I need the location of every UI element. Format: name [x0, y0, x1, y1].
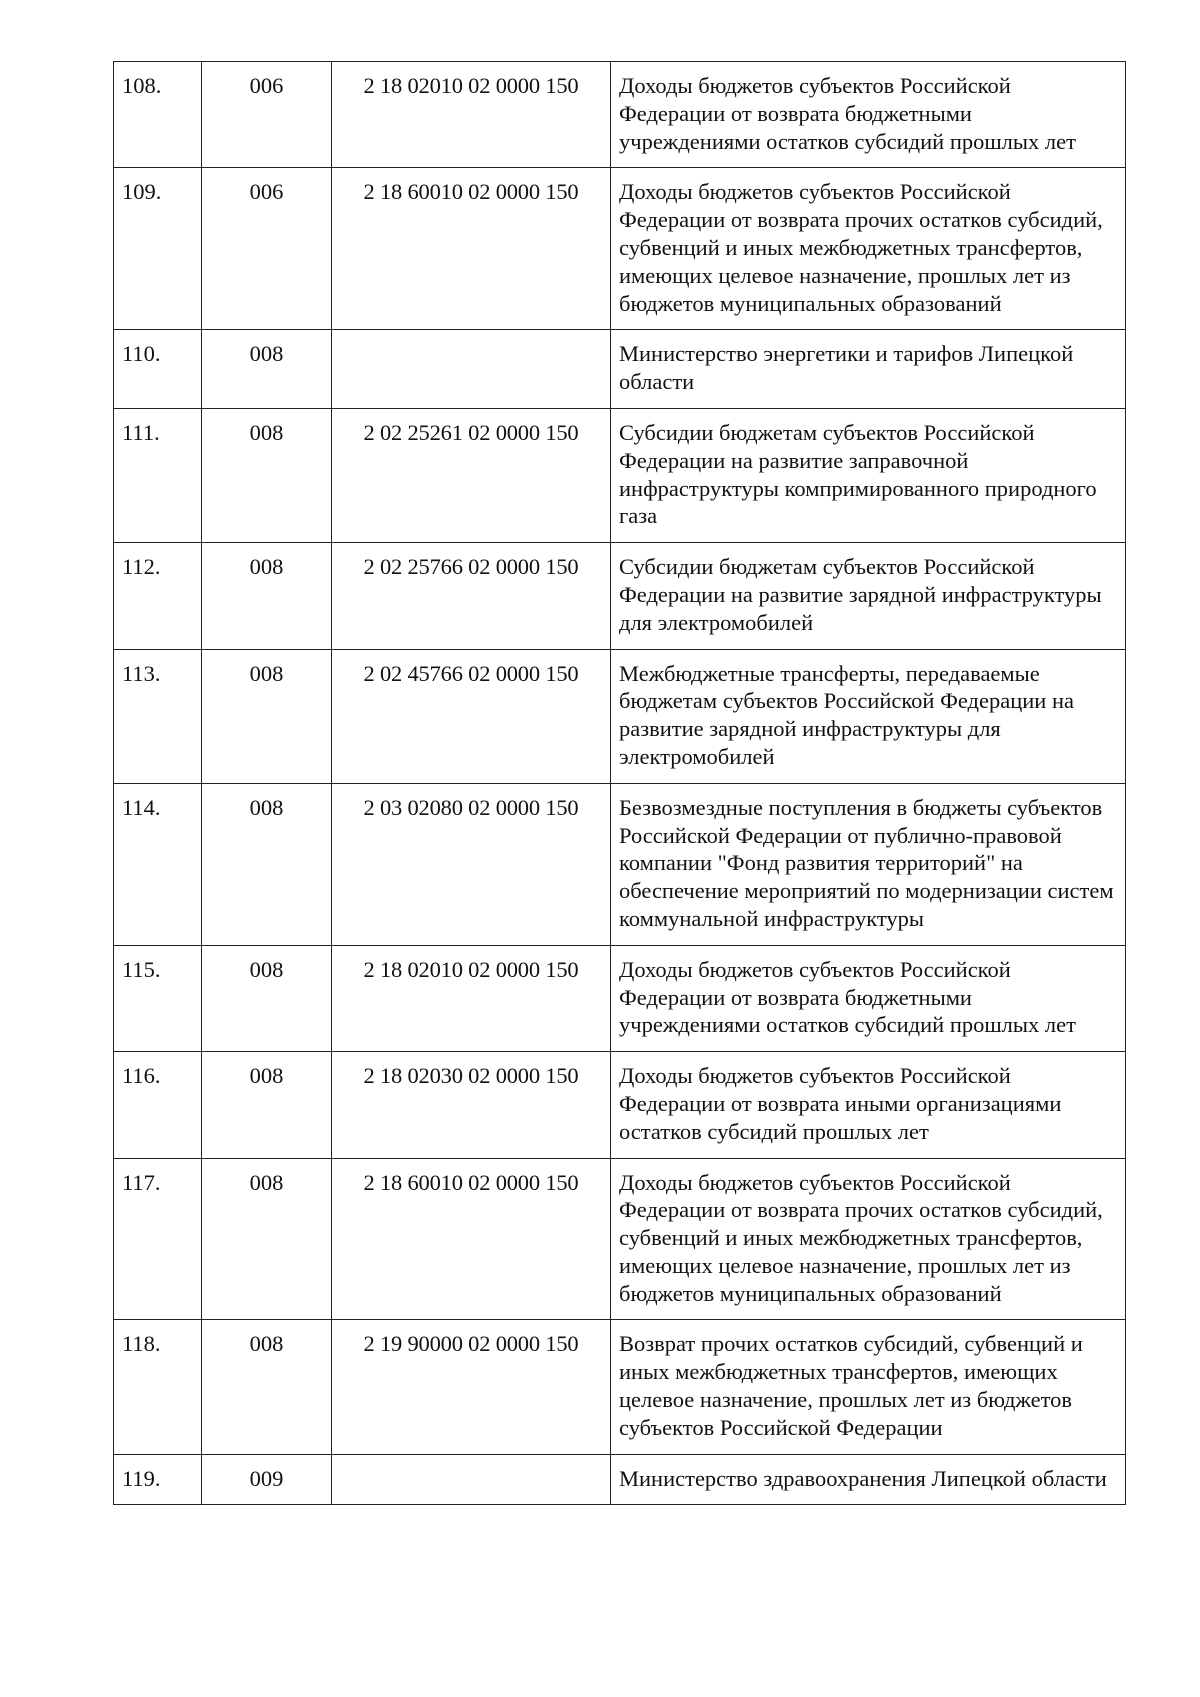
table-row	[114, 168, 1126, 330]
table-row	[114, 330, 1126, 409]
budget-classification-code: 2 18 60010 02 0000 150	[332, 1158, 611, 1320]
budget-classification-code: 2 02 25766 02 0000 150	[332, 543, 611, 649]
table-row	[114, 649, 1126, 783]
table-row	[114, 1052, 1126, 1158]
budget-classification-code: 2 02 25261 02 0000 150	[332, 408, 611, 542]
revenue-description: Доходы бюджетов субъектов Российской Федерации от возврата бюджетными учреждениями остатков субсидий прошлых лет	[611, 945, 1126, 1051]
row-number: 108.	[114, 62, 202, 168]
budget-classification-code: 2 18 02010 02 0000 150	[332, 945, 611, 1051]
budget-classification-code	[332, 330, 611, 409]
revenue-description: Субсидии бюджетам субъектов Российской Федерации на развитие зарядной инфраструктуры для электромобилей	[611, 543, 1126, 649]
row-number: 119.	[114, 1454, 202, 1505]
row-number: 111.	[114, 408, 202, 542]
table-row	[114, 1320, 1126, 1454]
administrator-code: 006	[202, 62, 332, 168]
table-row	[114, 1454, 1126, 1505]
administrator-code: 008	[202, 649, 332, 783]
administrator-code: 008	[202, 783, 332, 945]
budget-classification-code: 2 18 02030 02 0000 150	[332, 1052, 611, 1158]
table-row	[114, 62, 1126, 168]
administrator-code: 009	[202, 1454, 332, 1505]
table-row	[114, 783, 1126, 945]
table-row	[114, 543, 1126, 649]
row-number: 116.	[114, 1052, 202, 1158]
table-row	[114, 1158, 1126, 1320]
revenue-description: Доходы бюджетов субъектов Российской Федерации от возврата прочих остатков субсидий, субвенций и иных межбюджетных трансфертов, имеющих целевое назначение, прошлых лет из бюджетов муниципальных образований	[611, 1158, 1126, 1320]
row-number: 109.	[114, 168, 202, 330]
table-row	[114, 408, 1126, 542]
revenue-description: Возврат прочих остатков субсидий, субвенций и иных межбюджетных трансфертов, имеющих целевое назначение, прошлых лет из бюджетов субъектов Российской Федерации	[611, 1320, 1126, 1454]
administrator-code: 008	[202, 543, 332, 649]
row-number: 117.	[114, 1158, 202, 1320]
row-number: 118.	[114, 1320, 202, 1454]
budget-classification-code: 2 03 02080 02 0000 150	[332, 783, 611, 945]
row-number: 110.	[114, 330, 202, 409]
revenue-description: Доходы бюджетов субъектов Российской Федерации от возврата прочих остатков субсидий, субвенций и иных межбюджетных трансфертов, имеющих целевое назначение, прошлых лет из бюджетов муниципальных образований	[611, 168, 1126, 330]
budget-classification-table	[113, 61, 1126, 1505]
administrator-code: 008	[202, 1052, 332, 1158]
administrator-code: 008	[202, 945, 332, 1051]
budget-classification-code	[332, 1454, 611, 1505]
revenue-description: Доходы бюджетов субъектов Российской Федерации от возврата бюджетными учреждениями остатков субсидий прошлых лет	[611, 62, 1126, 168]
row-number: 112.	[114, 543, 202, 649]
revenue-description: Министерство энергетики и тарифов Липецкой области	[611, 330, 1126, 409]
budget-classification-code: 2 18 02010 02 0000 150	[332, 62, 611, 168]
budget-classification-code: 2 19 90000 02 0000 150	[332, 1320, 611, 1454]
administrator-code: 008	[202, 330, 332, 409]
revenue-description: Безвозмездные поступления в бюджеты субъектов Российской Федерации от публично-правовой компании "Фонд развития территорий" на обеспечение мероприятий по модернизации систем коммунальной инфраструктуры	[611, 783, 1126, 945]
administrator-code: 008	[202, 1320, 332, 1454]
administrator-code: 008	[202, 1158, 332, 1320]
revenue-description: Министерство здравоохранения Липецкой области	[611, 1454, 1126, 1505]
row-number: 115.	[114, 945, 202, 1051]
budget-classification-code: 2 02 45766 02 0000 150	[332, 649, 611, 783]
revenue-description: Доходы бюджетов субъектов Российской Федерации от возврата иными организациями остатков субсидий прошлых лет	[611, 1052, 1126, 1158]
revenue-description: Субсидии бюджетам субъектов Российской Федерации на развитие заправочной инфраструктуры компримированного природного газа	[611, 408, 1126, 542]
table-row	[114, 945, 1126, 1051]
row-number: 114.	[114, 783, 202, 945]
document-page	[113, 61, 1125, 1505]
revenue-description: Межбюджетные трансферты, передаваемые бюджетам субъектов Российской Федерации на развитие зарядной инфраструктуры для электромобилей	[611, 649, 1126, 783]
row-number: 113.	[114, 649, 202, 783]
budget-classification-code: 2 18 60010 02 0000 150	[332, 168, 611, 330]
administrator-code: 006	[202, 168, 332, 330]
administrator-code: 008	[202, 408, 332, 542]
